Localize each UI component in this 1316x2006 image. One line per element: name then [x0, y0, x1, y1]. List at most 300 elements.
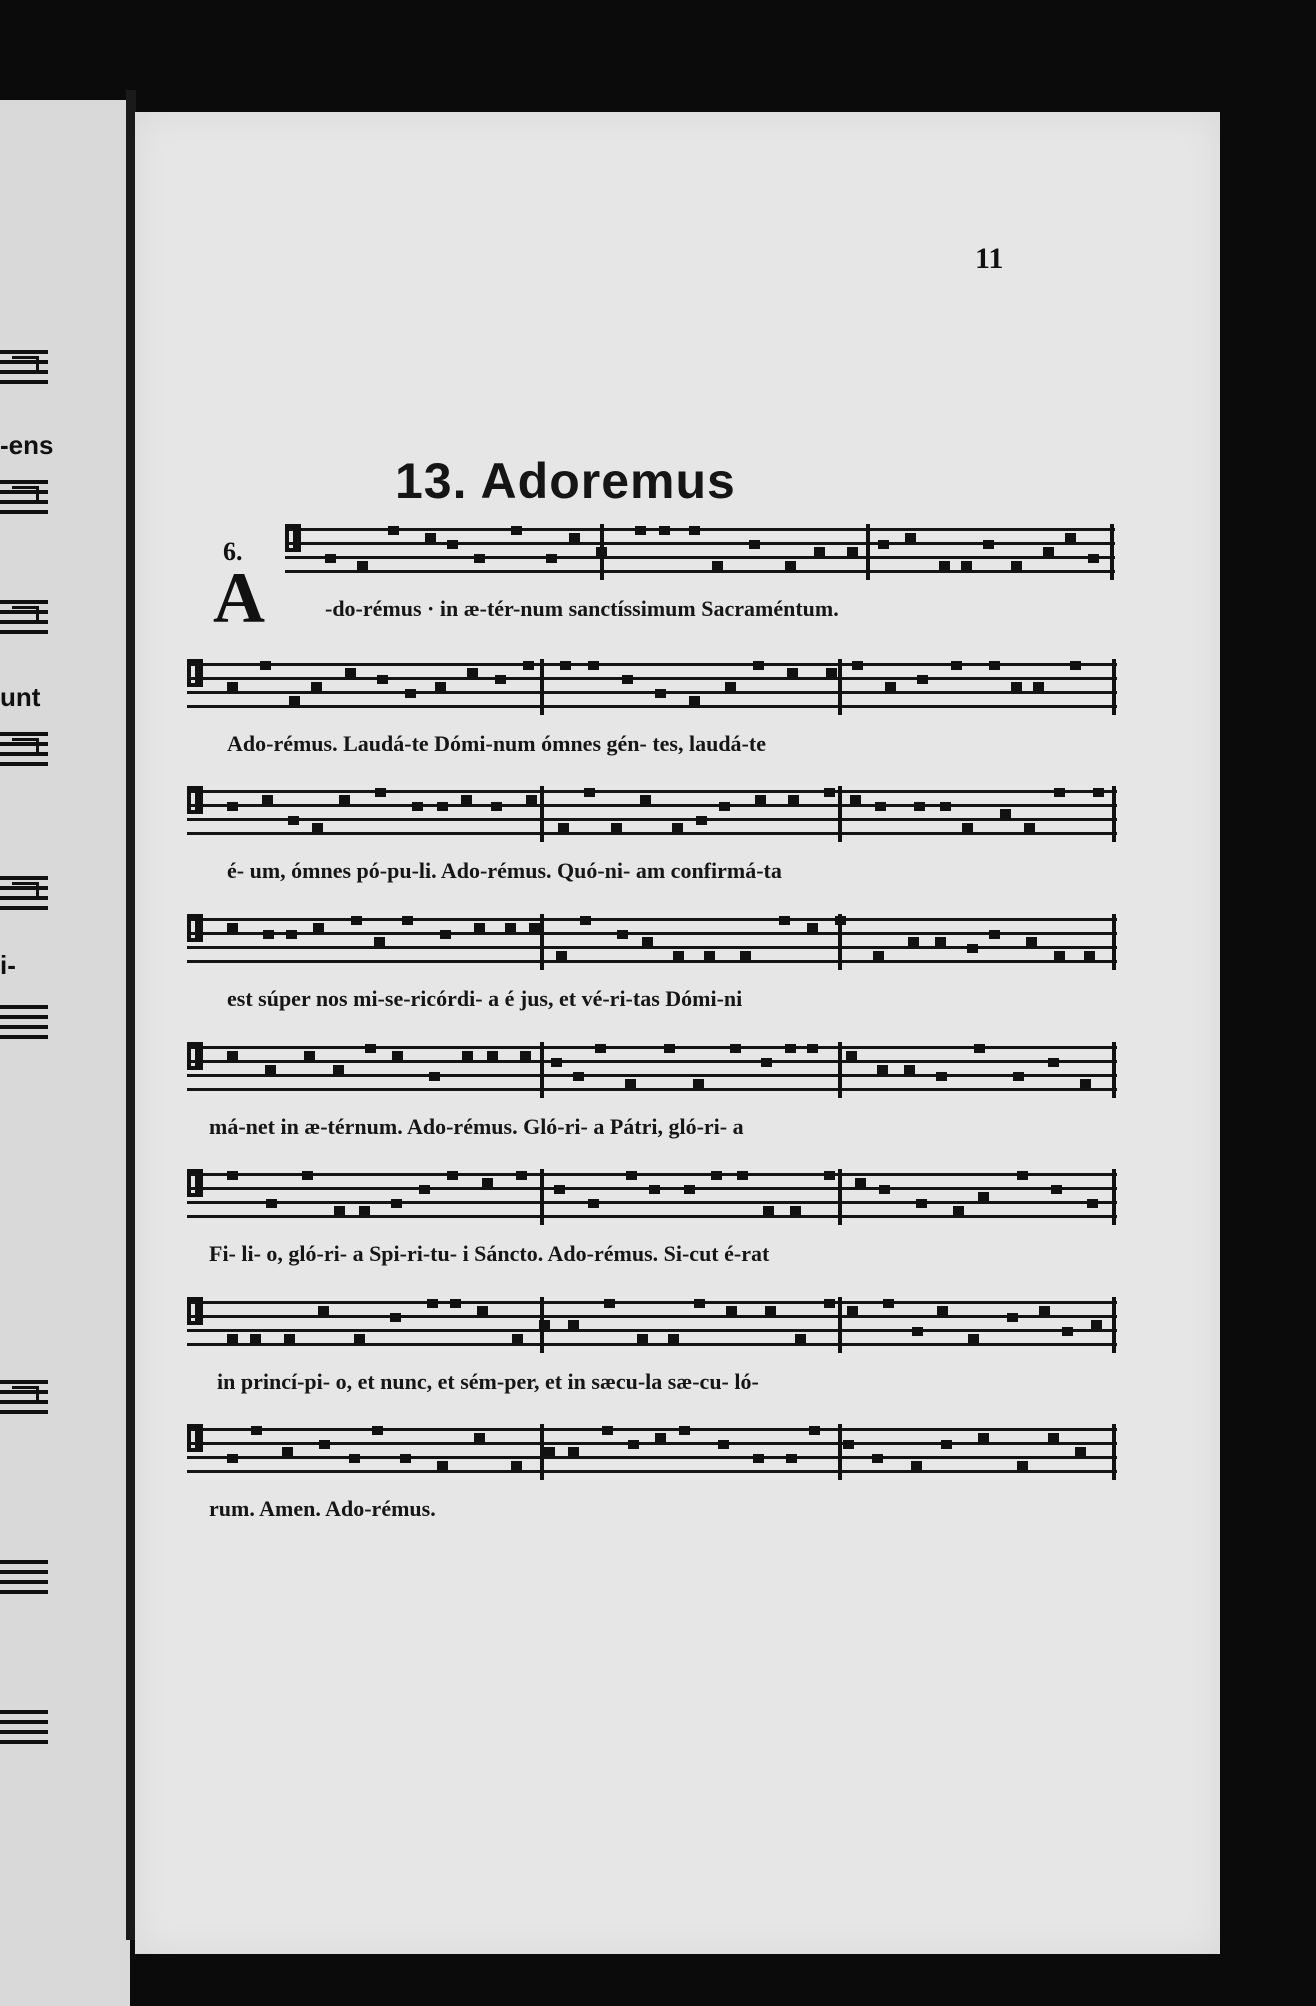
neume: [546, 554, 557, 563]
music-system: [187, 912, 1117, 1012]
neume: [940, 802, 951, 811]
staff-line: [187, 1301, 1117, 1304]
neume: [978, 1192, 989, 1201]
neume: [286, 930, 297, 939]
staff-line: [187, 960, 1117, 963]
neume: [908, 937, 919, 946]
text-fragment: -ens: [0, 430, 54, 460]
neume: [584, 788, 595, 797]
neume: [622, 675, 633, 684]
neume: [391, 1199, 402, 1208]
staff-line: [187, 1215, 1117, 1218]
neume: [917, 675, 928, 684]
neume: [961, 561, 972, 570]
staff: [187, 912, 1117, 972]
neume: [568, 1320, 579, 1329]
neume: [334, 1206, 345, 1215]
neume: [879, 1185, 890, 1194]
neume: [429, 1072, 440, 1081]
bar-line: [838, 1169, 842, 1225]
neume: [266, 1199, 277, 1208]
bar-line: [866, 524, 870, 580]
neume: [1054, 951, 1065, 960]
staff-line: [187, 1329, 1117, 1332]
neume: [365, 1044, 376, 1053]
staff-line: [187, 1074, 1117, 1077]
neume: [227, 1171, 238, 1180]
neume: [843, 1440, 854, 1449]
neume: [227, 923, 238, 932]
music-system: [187, 1422, 1117, 1522]
neume: [989, 661, 1000, 670]
neume: [814, 547, 825, 556]
neume: [847, 1306, 858, 1315]
staff-line: [187, 1315, 1117, 1318]
neume: [655, 1433, 666, 1442]
neume: [941, 1440, 952, 1449]
neume: [1054, 788, 1065, 797]
clef-icon: [187, 1169, 203, 1197]
neume: [637, 1334, 648, 1343]
neume: [912, 1327, 923, 1336]
text-fragment: unt: [0, 682, 41, 712]
staff: [187, 784, 1117, 844]
neume: [968, 1334, 979, 1343]
neume: [1011, 682, 1022, 691]
staff-line: [187, 691, 1117, 694]
neume: [730, 1044, 741, 1053]
neume: [761, 1058, 772, 1067]
clef-icon: [187, 1297, 203, 1325]
neume: [435, 682, 446, 691]
neume: [511, 526, 522, 535]
staff: [187, 657, 1117, 717]
neume: [788, 795, 799, 804]
neume: [604, 1299, 615, 1308]
clef-icon: [187, 914, 203, 942]
neume: [288, 816, 299, 825]
neume: [351, 916, 362, 925]
neume: [474, 923, 485, 932]
neume: [807, 1044, 818, 1053]
neume: [719, 802, 730, 811]
neume: [649, 1185, 660, 1194]
neume: [523, 661, 534, 670]
neume: [511, 1461, 522, 1470]
lyric-line: est súper nos mi-se-ricórdi- a é jus, et vé-ri-tas Dómi-ni: [227, 986, 743, 1011]
bar-line: [1112, 786, 1116, 842]
neume: [1091, 1320, 1102, 1329]
neume: [375, 788, 386, 797]
neume: [1039, 1306, 1050, 1315]
neume: [978, 1433, 989, 1442]
neume: [785, 1044, 796, 1053]
neume: [679, 1426, 690, 1435]
neume: [962, 823, 973, 832]
neume: [588, 661, 599, 670]
staff-line: [187, 1201, 1117, 1204]
neume: [693, 1079, 704, 1088]
neume: [251, 1426, 262, 1435]
neume: [1080, 1079, 1091, 1088]
neume: [786, 1454, 797, 1463]
clef-icon: [187, 1042, 203, 1070]
neume: [227, 1454, 238, 1463]
neume: [289, 696, 300, 705]
staff-line: [187, 832, 1117, 835]
neume: [872, 1454, 883, 1463]
neume: [405, 689, 416, 698]
staff-fragment: [0, 480, 48, 520]
neume: [1075, 1447, 1086, 1456]
neume: [904, 1065, 915, 1074]
neume: [227, 1334, 238, 1343]
neume: [1084, 951, 1095, 960]
neume: [611, 823, 622, 832]
neume: [1070, 661, 1081, 670]
neume: [1043, 547, 1054, 556]
bar-line: [540, 1169, 544, 1225]
neume: [372, 1426, 383, 1435]
bar-line: [838, 786, 842, 842]
neume: [763, 1206, 774, 1215]
neume: [227, 682, 238, 691]
neume: [377, 675, 388, 684]
text-fragment: i-: [0, 950, 16, 980]
neume: [495, 675, 506, 684]
staff-line: [187, 818, 1117, 821]
neume: [388, 526, 399, 535]
neume: [824, 788, 835, 797]
neume: [809, 1426, 820, 1435]
bar-line: [838, 1042, 842, 1098]
neume: [878, 540, 889, 549]
neume: [354, 1334, 365, 1343]
neume: [437, 1461, 448, 1470]
neume: [725, 682, 736, 691]
bar-line: [600, 524, 604, 580]
neume: [556, 951, 567, 960]
neume: [914, 802, 925, 811]
neume: [595, 1044, 606, 1053]
mode-number: 6.: [223, 537, 243, 566]
neume: [227, 802, 238, 811]
neume: [560, 661, 571, 670]
bar-line: [1112, 914, 1116, 970]
staff: [187, 1422, 1117, 1482]
neume: [512, 1334, 523, 1343]
music-system: [187, 1295, 1117, 1395]
neume: [790, 1206, 801, 1215]
staff-line: [187, 705, 1117, 708]
hymnal-page: [135, 112, 1220, 1954]
neume: [461, 795, 472, 804]
neume: [440, 930, 451, 939]
neume: [339, 795, 350, 804]
neume: [953, 1206, 964, 1215]
bar-line: [838, 914, 842, 970]
neume: [672, 823, 683, 832]
staff-line: [187, 918, 1117, 921]
neume: [262, 795, 273, 804]
neume: [447, 1171, 458, 1180]
neume: [1048, 1433, 1059, 1442]
neume: [580, 916, 591, 925]
staff: [187, 1040, 1117, 1100]
staff-fragment: [0, 350, 48, 390]
neume: [1087, 1199, 1098, 1208]
neume: [349, 1454, 360, 1463]
neume: [905, 533, 916, 542]
staff-line: [187, 1470, 1117, 1473]
bar-line: [838, 659, 842, 715]
neume: [516, 1171, 527, 1180]
neume: [855, 1178, 866, 1187]
neume: [447, 540, 458, 549]
neume: [1065, 533, 1076, 542]
staff-line: [187, 1088, 1117, 1091]
neume: [474, 554, 485, 563]
neume: [807, 923, 818, 932]
previous-page-edge: [0, 100, 130, 2006]
neume: [824, 1171, 835, 1180]
bar-line: [540, 1424, 544, 1480]
neume: [573, 1072, 584, 1081]
music-system: [187, 657, 1117, 757]
neume: [726, 1306, 737, 1315]
staff-line: [187, 1060, 1117, 1063]
neume: [916, 1199, 927, 1208]
staff-line: [187, 804, 1117, 807]
neume: [467, 668, 478, 677]
lyric-line: in princí-pi- o, et nunc, et sém-per, et in sæcu-la sæ-cu- ló-: [217, 1369, 759, 1394]
bar-line: [1112, 1297, 1116, 1353]
neume: [635, 526, 646, 535]
neume: [704, 951, 715, 960]
neume: [333, 1065, 344, 1074]
staff-fragment: [0, 732, 48, 772]
neume: [282, 1447, 293, 1456]
neume: [1000, 809, 1011, 818]
music-system: [187, 1167, 1117, 1267]
lyric-line: -do-rémus · in æ-tér-num sanctíssimum Sacraméntum.: [325, 596, 839, 621]
neume: [753, 1454, 764, 1463]
neume: [737, 1171, 748, 1180]
neume: [487, 1051, 498, 1060]
neume: [1062, 1327, 1073, 1336]
lyric-line: Fi- li- o, gló-ri- a Spi-ri-tu- i Sáncto. Ado-rémus. Si-cut é-rat: [209, 1241, 770, 1266]
staff-fragment: [0, 1560, 48, 1600]
bar-line: [838, 1424, 842, 1480]
neume: [250, 1334, 261, 1343]
neume: [374, 937, 385, 946]
neume: [749, 540, 760, 549]
neume: [345, 668, 356, 677]
neume: [284, 1334, 295, 1343]
neume: [568, 1447, 579, 1456]
neume: [937, 1306, 948, 1315]
neume: [529, 923, 540, 932]
neume: [696, 816, 707, 825]
neume: [554, 1185, 565, 1194]
neume: [824, 1299, 835, 1308]
neume: [400, 1454, 411, 1463]
neume: [437, 802, 448, 811]
neume: [313, 923, 324, 932]
neume: [1026, 937, 1037, 946]
staff: [187, 1167, 1117, 1227]
staff-line: [285, 556, 1115, 559]
neume: [419, 1185, 430, 1194]
staff-line: [187, 1428, 1117, 1431]
bar-line: [540, 659, 544, 715]
neume: [664, 1044, 675, 1053]
bar-line: [1110, 524, 1114, 580]
neume: [877, 1065, 888, 1074]
neume: [712, 561, 723, 570]
neume: [588, 1199, 599, 1208]
staff-fragment: [0, 1710, 48, 1750]
neume: [873, 951, 884, 960]
neume: [795, 1334, 806, 1343]
neume: [974, 1044, 985, 1053]
neume: [951, 661, 962, 670]
clef-icon: [285, 524, 301, 552]
neume: [785, 561, 796, 570]
neume: [319, 1440, 330, 1449]
neume: [558, 823, 569, 832]
neume: [569, 533, 580, 542]
music-system: [187, 784, 1117, 884]
neume: [602, 1426, 613, 1435]
lyric-line: é- um, ómnes pó-pu-li. Ado-rémus. Quó-ni- am confirmá-ta: [227, 858, 782, 883]
neume: [885, 682, 896, 691]
hymn-title: 13. Adoremus: [395, 453, 736, 509]
bar-line: [540, 786, 544, 842]
neume: [883, 1299, 894, 1308]
neume: [520, 1051, 531, 1060]
neume: [311, 682, 322, 691]
neume: [935, 937, 946, 946]
page-number: 11: [975, 242, 1004, 275]
neume: [640, 795, 651, 804]
bar-line: [540, 914, 544, 970]
neume: [911, 1461, 922, 1470]
neume: [936, 1072, 947, 1081]
neume: [711, 1171, 722, 1180]
neume: [1017, 1171, 1028, 1180]
staff-line: [187, 1173, 1117, 1176]
bar-line: [1112, 1042, 1116, 1098]
neume: [689, 696, 700, 705]
neume: [357, 561, 368, 570]
initial-letter: A: [213, 558, 265, 638]
neume: [1033, 682, 1044, 691]
neume: [659, 526, 670, 535]
staff-line: [187, 790, 1117, 793]
neume: [740, 951, 751, 960]
music-system: [187, 1040, 1117, 1140]
bar-line: [1112, 1424, 1116, 1480]
clef-icon: [187, 1424, 203, 1452]
music-system: [285, 522, 1115, 622]
neume: [312, 823, 323, 832]
lyric-line: Ado-rémus. Laudá-te Dómi-num ómnes gén- tes, laudá-te: [227, 731, 766, 756]
neume: [852, 661, 863, 670]
staff-line: [187, 932, 1117, 935]
staff-line: [285, 570, 1115, 573]
neume: [412, 802, 423, 811]
lyric-line: má-net in æ-térnum. Ado-rémus. Gló-ri- a Pátri, gló-ri- a: [209, 1114, 744, 1139]
neume: [450, 1299, 461, 1308]
neume: [694, 1299, 705, 1308]
neume: [1051, 1185, 1062, 1194]
neume: [753, 661, 764, 670]
neume: [482, 1178, 493, 1187]
neume: [318, 1306, 329, 1315]
neume: [402, 916, 413, 925]
neume: [625, 1079, 636, 1088]
neume: [359, 1206, 370, 1215]
neume: [491, 802, 502, 811]
neume: [939, 561, 950, 570]
clef-icon: [187, 659, 203, 687]
neume: [474, 1433, 485, 1442]
neume: [505, 923, 516, 932]
neume: [668, 1334, 679, 1343]
neume: [544, 1447, 555, 1456]
neume: [265, 1065, 276, 1074]
neume: [875, 802, 886, 811]
neume: [260, 661, 271, 670]
neume: [425, 533, 436, 542]
staff-fragment: [0, 1005, 48, 1045]
neume: [227, 1051, 238, 1060]
staff-line: [187, 677, 1117, 680]
staff-fragment: [0, 876, 48, 916]
neume: [1007, 1313, 1018, 1322]
neume: [779, 916, 790, 925]
neume: [718, 1440, 729, 1449]
neume: [263, 930, 274, 939]
staff-line: [187, 663, 1117, 666]
neume: [642, 937, 653, 946]
neume: [755, 795, 766, 804]
neume: [526, 795, 537, 804]
neume: [989, 930, 1000, 939]
neume: [1088, 554, 1099, 563]
neume: [551, 1058, 562, 1067]
neume: [304, 1051, 315, 1060]
neume: [628, 1440, 639, 1449]
neume: [655, 689, 666, 698]
staff-line: [187, 1343, 1117, 1346]
neume: [617, 930, 628, 939]
staff: [187, 1295, 1117, 1355]
neume: [1024, 823, 1035, 832]
neume: [826, 668, 837, 677]
neume: [392, 1051, 403, 1060]
bar-line: [540, 1042, 544, 1098]
neume: [983, 540, 994, 549]
neume: [967, 944, 978, 953]
neume: [325, 554, 336, 563]
neume: [626, 1171, 637, 1180]
clef-icon: [187, 786, 203, 814]
bar-line: [838, 1297, 842, 1353]
neume: [689, 526, 700, 535]
neume: [765, 1306, 776, 1315]
